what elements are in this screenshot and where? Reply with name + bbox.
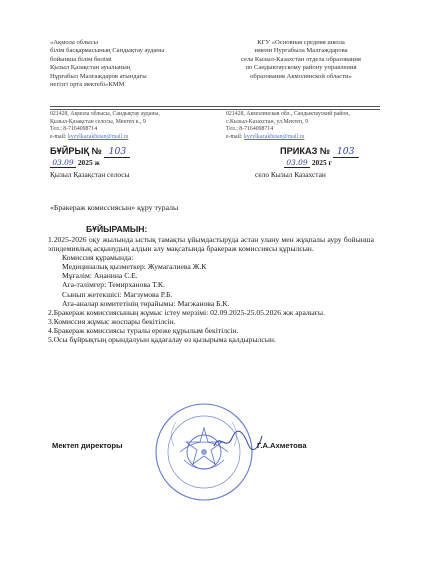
email-link[interactable]: kyzylkazakhstan@mail.ru xyxy=(243,133,305,140)
order-date-ru-year: 2025 г xyxy=(311,158,332,167)
order-place-kz: Қызыл Қазақстан селосы xyxy=(50,170,130,179)
header-right-line: КГУ «Основная средняя школа xyxy=(257,39,345,46)
signature-name: Г.А.Ахметова xyxy=(257,441,307,450)
body-paragraph-1: 1.2025-2026 оқу жылында ыстық тамақты ұйымдастыруда астан улану мен жұқпалы ауру бойынша эпидемиялық асқынудың алдын алу мақсатында бракераж комиссиясы құрылсын. xyxy=(48,235,374,254)
order-date-ru xyxy=(284,158,332,168)
email-label: e-mail: xyxy=(226,133,243,140)
signature-role: Мектеп директоры xyxy=(52,441,123,450)
header-left-line: негізгі орта мектебі»КММ xyxy=(50,81,125,89)
header-left-line: Қызыл Қазақстан ауылының xyxy=(50,64,131,72)
order-number-ru: 103 xyxy=(333,146,359,158)
header-left-line: «Ақмола облысы xyxy=(50,39,99,46)
header-left-line: бойынша білім бөлімі xyxy=(50,55,112,63)
member-item: Медициналық қызметкер: Жумагалиева Ж.К xyxy=(62,262,207,272)
email-label: e-mail: xyxy=(50,133,67,140)
header-right-line: имени Нургабыла Малгаждарова xyxy=(254,47,348,55)
header-left-block xyxy=(50,39,164,89)
header-right-block xyxy=(226,39,376,81)
order-date-kz-year: 2025 ж xyxy=(77,158,100,167)
member-item: Сынып жетекшісі: Магзумова Р.Б. xyxy=(62,289,173,299)
header-divider xyxy=(50,106,380,107)
order-date-ru-day: 03.09 xyxy=(284,158,310,168)
address-right-line: Тел.: 8-7164098714 xyxy=(226,126,274,133)
order-title-kz-label: БҰЙРЫҚ № xyxy=(50,146,102,156)
address-left-line: Қызыл-Қазақстан селосы, Мектеп к., 9 xyxy=(50,118,146,125)
header-left-line: Нұрғабыл Малғаждаров атындағы xyxy=(50,72,147,80)
header-divider-thin xyxy=(50,109,380,110)
members-label: Комиссия құрамында: xyxy=(62,253,134,263)
order-body xyxy=(48,235,374,344)
order-subject: «Бракераж комиссиясын» құру туралы xyxy=(50,203,179,212)
member-item: Аға-тәлімгер: Темирханова Т.К. xyxy=(62,280,165,290)
order-title-ru xyxy=(280,146,359,158)
header-left-line: білім басқармасының Сандықтау ауданы xyxy=(50,47,165,55)
order-title-ru-label: ПРИКАЗ № xyxy=(280,146,331,156)
order-place-ru: село Кызыл Казахстан xyxy=(255,170,326,179)
address-right-email-row xyxy=(226,134,350,142)
order-date-kz xyxy=(50,158,100,168)
address-left-line: Тел.: 8-7164098714 xyxy=(50,126,98,133)
address-left-email-row xyxy=(50,134,160,142)
member-item: Ата-аналар комитетінің төрайымы: Магжанова Б.К. xyxy=(62,298,230,308)
body-paragraph-5: 5.Осы бұйрықтың орындалуын қадағалау өз қызырыма қалдырылсын. xyxy=(48,335,276,345)
address-right-line: с.Кызыл-Казахстан, ул.Мектеп, 9 xyxy=(226,118,308,125)
address-right-block xyxy=(226,111,350,141)
header-right-line: по Сандыктаускому району управления xyxy=(245,64,357,72)
address-left-block xyxy=(50,111,160,141)
body-paragraph-3: 3.Комиссия жұмыс жоспары бекітілсін. xyxy=(48,316,176,326)
address-left-line: 021428, Ақмола облысы, Сандықтау ауданы, xyxy=(50,111,160,117)
order-number-kz: 103 xyxy=(104,146,130,158)
decree-heading: БҰЙЫРАМЫН: xyxy=(86,224,148,234)
address-right-line: 021428, Акмолинская обл., Сандыктауский район, xyxy=(226,111,350,117)
body-paragraph-2: 2.Бракераж комиссиясының жұмыс істеу мерзімі: 02.09.2025-25.05.2026 жж аралығы. xyxy=(48,307,325,317)
member-item: Мұғалім: Ананина С.Е. xyxy=(62,271,138,281)
header-right-line: образования Акмолинской области» xyxy=(250,72,352,80)
order-title-kz xyxy=(50,146,130,158)
body-paragraph-4: 4.Бракераж комиссиясы туралы ереже құрылым бекітілсін. xyxy=(48,325,239,335)
header-right-line: села Кызыл-Казахстан отдела образования xyxy=(241,55,361,63)
email-link[interactable]: kyzylkazakhstan@mail.ru xyxy=(67,133,129,140)
order-date-kz-day: 03.09 xyxy=(50,158,76,168)
